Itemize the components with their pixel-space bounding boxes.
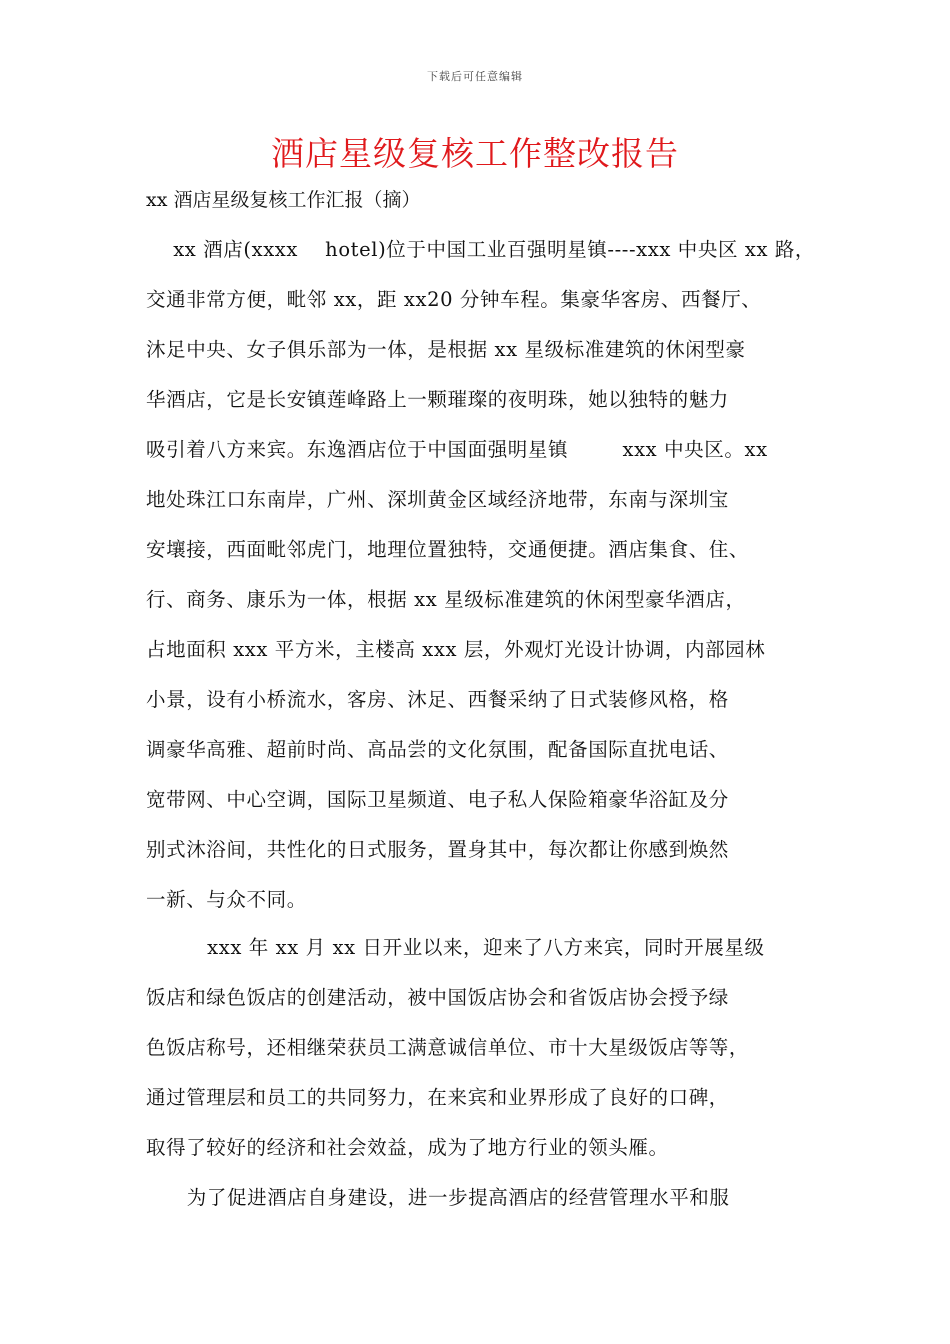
paragraph-2-line: xxx 年 xx 月 xx 日开业以来，迎来了八方来宾，同时开展星级	[146, 936, 765, 959]
header-note: 下载后可任意编辑	[427, 70, 523, 83]
paragraph-1-line: 交通非常方便，毗邻 xx，距 xx20 分钟车程。集豪华客房、西餐厅、	[146, 288, 762, 311]
paragraph-2-line: 取得了较好的经济和社会效益，成为了地方行业的领头雁。	[146, 1136, 669, 1159]
paragraph-1-line: 沐足中央、女子俱乐部为一体，是根据 xx 星级标准建筑的休闲型豪	[146, 338, 746, 361]
paragraph-1-line: 占地面积 xxx 平方米，主楼高 xxx 层，外观灯光设计协调，内部园林	[146, 638, 766, 661]
paragraph-1-line: 宽带网、中心空调，国际卫星频道、电子私人保险箱豪华浴缸及分	[146, 788, 729, 811]
paragraph-1-line: 别式沐浴间，共性化的日式服务，置身其中，每次都让你感到焕然	[146, 838, 729, 861]
document-subtitle: xx 酒店星级复核工作汇报（摘）	[146, 189, 421, 211]
paragraph-2-line: 通过管理层和员工的共同努力，在来宾和业界形成了良好的口碑，	[146, 1086, 729, 1109]
paragraph-1-line: 地处珠江口东南岸，广州、深圳黄金区域经济地带，东南与深圳宝	[146, 488, 729, 511]
document-title: 酒店星级复核工作整改报告	[271, 134, 679, 173]
paragraph-1-line: xx 酒店(xxxx hotel)位于中国工业百强明星镇----xxx 中央区 xx 路，	[146, 238, 816, 261]
paragraph-2-line: 饭店和绿色饭店的创建活动，被中国饭店协会和省饭店协会授予绿	[146, 986, 729, 1009]
paragraph-1-line: 小景，设有小桥流水，客房、沐足、西餐采纳了日式装修风格，格	[146, 688, 729, 711]
paragraph-1-line: 吸引着八方来宾。东逸酒店位于中国面强明星镇 xxx 中央区。xx	[146, 438, 768, 461]
paragraph-1-line: 行、商务、康乐为一体，根据 xx 星级标准建筑的休闲型豪华酒店，	[146, 588, 746, 611]
paragraph-3-line: 为了促进酒店自身建设，进一步提高酒店的经营管理水平和服	[146, 1186, 730, 1209]
paragraph-1-line: 调豪华高雅、超前时尚、高品尝的文化氛围，配备国际直扰电话、	[146, 738, 729, 761]
paragraph-1-line: 华酒店，它是长安镇莲峰路上一颗璀璨的夜明珠，她以独特的魅力	[146, 388, 729, 411]
paragraph-2-line: 色饭店称号，还相继荣获员工满意诚信单位、市十大星级饭店等等，	[146, 1036, 750, 1059]
paragraph-1-line: 一新、与众不同。	[146, 888, 307, 911]
paragraph-1-line: 安壤接，西面毗邻虎门，地理位置独特，交通便捷。酒店集食、住、	[146, 538, 750, 561]
